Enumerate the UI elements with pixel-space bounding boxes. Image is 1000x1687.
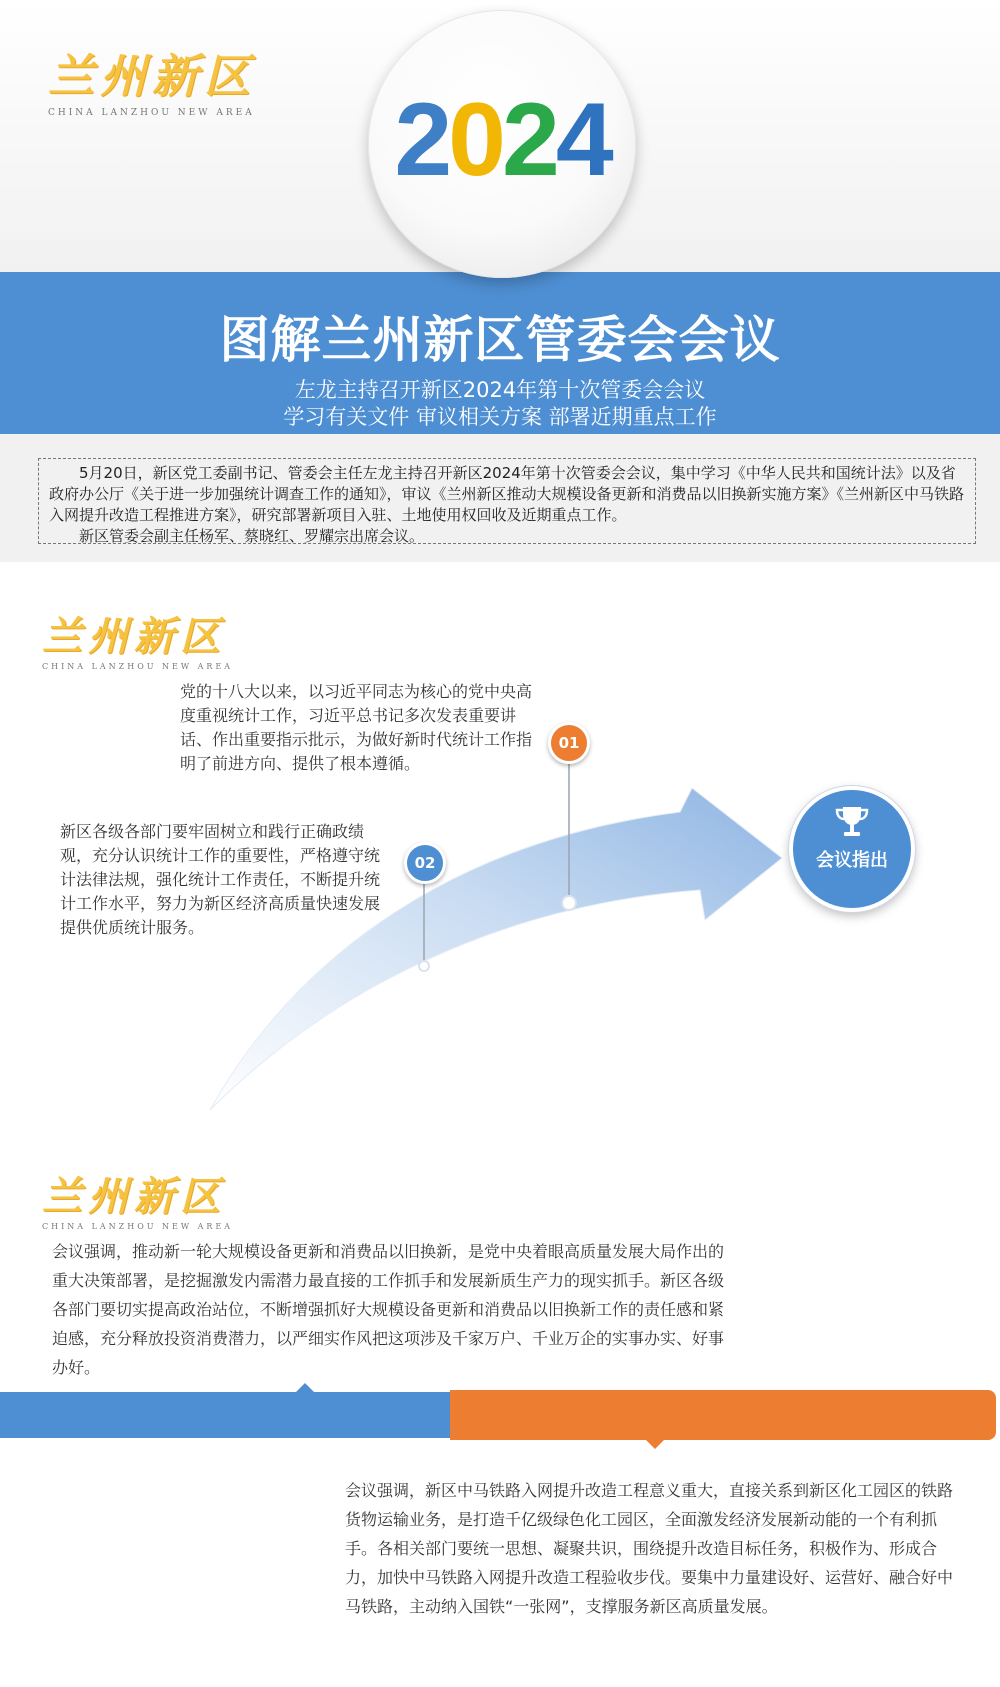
- summary-paragraph-2: 新区管委会副主任杨军、蔡晓红、罗耀宗出席会议。: [79, 527, 425, 545]
- subtitle-line-2: 学习有关文件 审议相关方案 部署近期重点工作: [283, 405, 717, 429]
- emphasis-paragraph-railway: 会议强调，新区中马铁路入网提升改造工程意义重大，直接关系到新区化工园区的铁路货物运输业务，是打造千亿级绿色化工园区，全面激发经济发展新动能的一个有利抓手。各相关部门要统一思想、凝聚共识，围绕提升改造目标任务，积极作为、形成合力，加快中马铁路入网提升改造工程验收步伐。要集中力量建设好、运营好、融合好中马铁路，主动纳入国铁“一张网”，支撑服务新区高质量发展。: [345, 1481, 954, 1616]
- point-02-text: 新区各级各部门要牢固树立和践行正确政绩观，充分认识统计工作的重要性，严格遵守统计法律法规，强化统计工作责任，不断提升统计工作水平，努力为新区经济高质量快速发展提供优质统计服务。: [60, 822, 381, 937]
- year-text: [368, 82, 636, 198]
- logo-chinese-text: 兰州新区: [48, 49, 256, 103]
- year-badge: [368, 10, 636, 278]
- connector-dot-02: [419, 961, 429, 971]
- bar-pointer-down: [646, 1440, 664, 1449]
- section2-logo: [42, 1165, 233, 1231]
- divider-bar-orange: [450, 1390, 996, 1440]
- step-badge-02: 02: [404, 842, 446, 884]
- emphasis-paragraph-equipment-renewal: 会议强调，推动新一轮大规模设备更新和消费品以旧换新，是党中央着眼高质量发展大局作出的重大决策部署，是挖掘激发内需潜力最直接的工作抓手和发展新质生产力的现实抓手。新区各级各部门要切实提高政治站位，不断增强抓好大规模设备更新和消费品以旧换新工作的责任感和紧迫感，充分释放投资消费潜力，以严细实作风把这项涉及千家万户、千业万企的实事办实、好事办好。: [52, 1242, 725, 1377]
- section1-logo: [42, 605, 233, 671]
- trophy-icon: [793, 804, 911, 844]
- hub-label: 会议指出: [816, 850, 888, 871]
- year-digit-0: 2: [394, 82, 449, 198]
- divider-bar-blue: [0, 1392, 450, 1438]
- bar-pointer-up: [296, 1383, 314, 1392]
- summary-paragraph-1: 5月20日，新区党工委副书记、管委会主任左龙主持召开新区2024年第十次管委会会议，集中学习《中华人民共和国统计法》以及省政府办公厅《关于进一步加强统计调查工作的通知》，审议《兰州新区推动大规模设备更新和消费品以旧换新实施方案》《兰州新区中马铁路入网提升改造工程推进方案》，研究部署新项目入驻、土地使用权回收及近期重点工作。: [49, 464, 965, 524]
- meeting-pointed-out-badge: [789, 786, 915, 912]
- logo-chinese-text: 兰州新区: [42, 1173, 226, 1220]
- logo-english-text: CHINA LANZHOU NEW AREA: [42, 662, 234, 671]
- year-digit-3: 4: [555, 82, 610, 198]
- page-title: 图解兰州新区管委会会议: [219, 311, 781, 369]
- logo-chinese-text: 兰州新区: [42, 613, 226, 660]
- subtitle-line-1: 左龙主持召开新区2024年第十次管委会会议: [294, 378, 706, 402]
- year-digit-1: 0: [448, 82, 502, 198]
- logo-english-text: CHINA LANZHOU NEW AREA: [42, 1222, 234, 1231]
- lanzhou-new-area-logo: [48, 40, 256, 118]
- logo-english-text: CHINA LANZHOU NEW AREA: [48, 108, 255, 118]
- meeting-summary: [38, 458, 976, 544]
- connector-dot-01: [562, 896, 576, 910]
- year-digit-2: 2: [502, 82, 556, 198]
- point-01-text: 党的十八大以来，以习近平同志为核心的党中央高度重视统计工作，习近平总书记多次发表重要讲话、作出重要指示批示，为做好新时代统计工作指明了前进方向、提供了根本遵循。: [180, 682, 533, 773]
- step-badge-01: 01: [548, 722, 590, 764]
